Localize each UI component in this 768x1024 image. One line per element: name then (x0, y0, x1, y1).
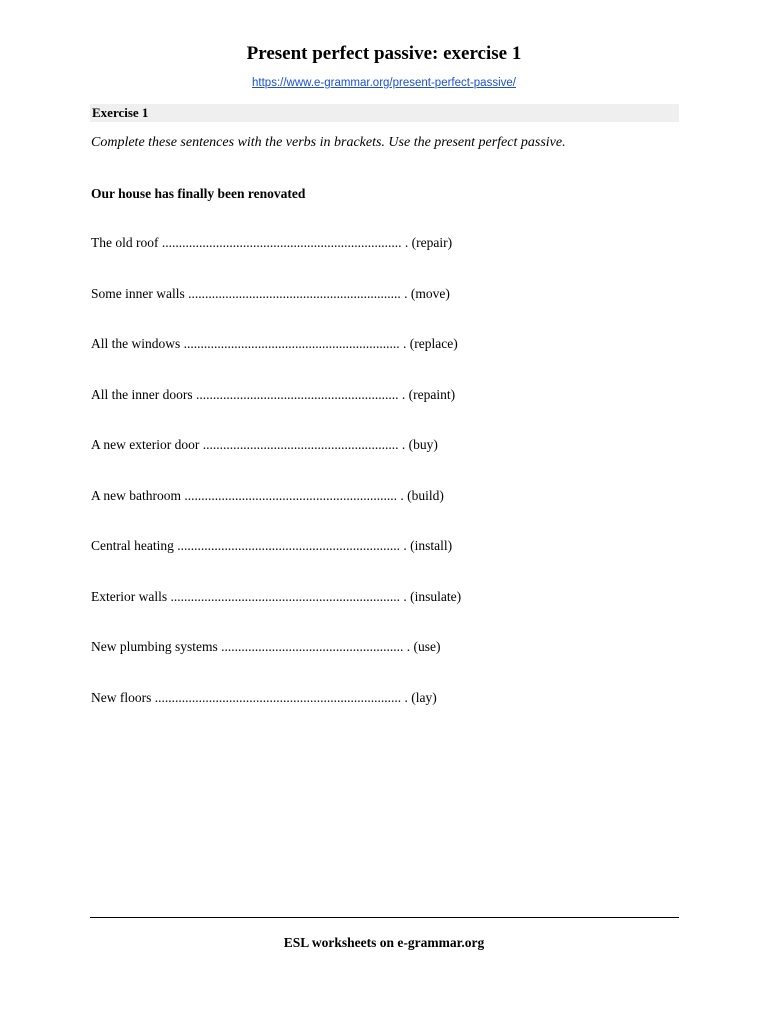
exercise-item: All the inner doors ............................................................ . (repaint) (91, 386, 456, 402)
footer-text: ESL worksheets on e-grammar.org (283, 935, 485, 950)
exercise-item: Exterior walls .................................................................... . (insulate) (91, 588, 462, 604)
footer-divider (90, 917, 679, 918)
exercise-item: The old roof ....................................................................... . (repair) (91, 235, 453, 250)
exercise-item: All the windows ................................................................ . (replace) (91, 336, 458, 351)
exercise-item: Some inner walls ............................................................... . (move) (91, 285, 450, 301)
exercise-items (91, 234, 681, 739)
section-heading: Our house has finally been renovated (91, 186, 306, 201)
exercise-item: A new exterior door .......................................................... . (buy) (91, 437, 438, 452)
exercise-item: New floors ......................................................................... . (lay) (91, 689, 437, 705)
page-title: Present perfect passive: exercise 1 (246, 43, 522, 64)
exercise-item: Central heating .................................................................. . (install) (91, 538, 453, 553)
instructions: Complete these sentences with the verbs in brackets. Use the present perfect passive. (91, 135, 566, 150)
exercise-item: A new bathroom ............................................................... . (build) (91, 487, 444, 503)
exercise-item: New plumbing systems ...................................................... . (use) (91, 639, 441, 654)
source-link[interactable]: https://www.e-grammar.org/present-perfect-passive/ (252, 77, 516, 89)
exercise-header-bar (90, 104, 679, 122)
exercise-label: Exercise 1 (92, 105, 149, 120)
